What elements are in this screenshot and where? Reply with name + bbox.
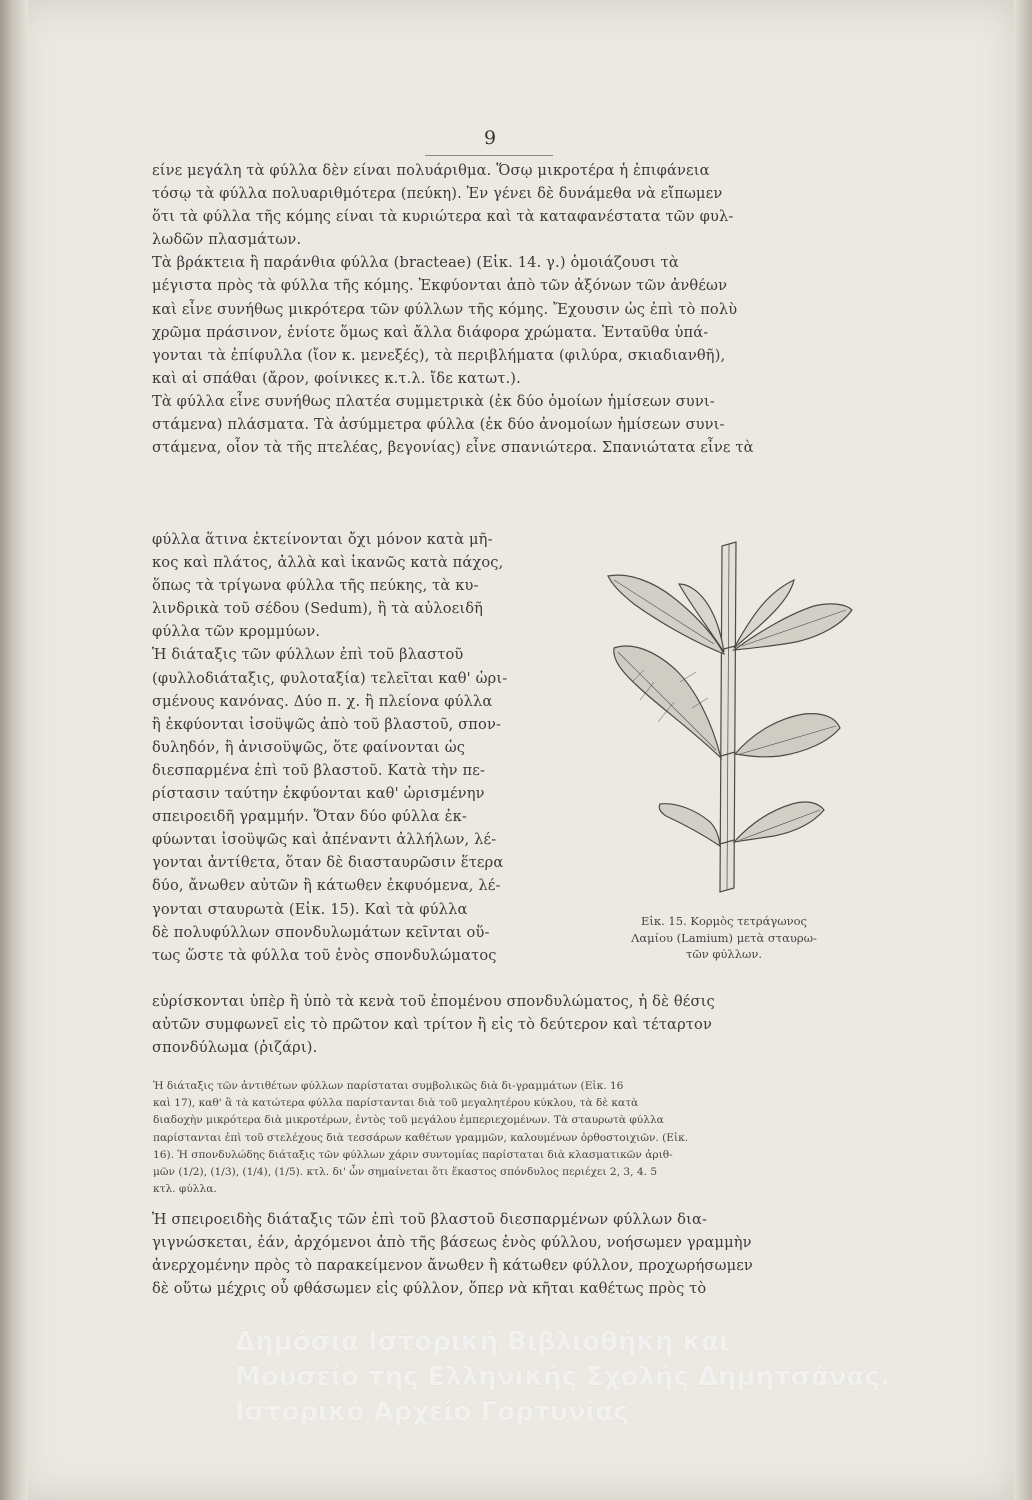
text-line: σμένους κανόνας. Δύο π. χ. ἢ πλείονα φύλλα [152,692,493,710]
footnote-line: μῶν (1/2), (1/3), (1/4), (1/5). κτλ. δι' ὧν σημαίνεται ὅτι ἕκαστος σπόνδυλος περιέχει 2, 3, 4. 5 [153,1166,658,1179]
caption-line: Εἰκ. 15. Κορμὸς τετράγωνος [641,914,807,928]
caption-line: τῶν φύλλων. [685,947,763,961]
body-text-wrapped [152,528,574,967]
text-line: λινδρικὰ τοῦ σέδου (Sedum), ἢ τὰ αὐλοειδῆ [152,600,484,618]
body-text-final [152,1208,865,1300]
footnote [153,1078,865,1198]
text-line: γονται τὰ ἐπίφυλλα (ἴον κ. μενεξές), τὰ περιβλήματα (φιλύρα, σκιαδιανθῆ), [152,346,726,364]
text-line: εὑρίσκονται ὑπὲρ ἢ ὑπὸ τὰ κενὰ τοῦ ἐπομένου σπονδυλώματος, ἡ δὲ θέσις [152,993,715,1010]
text-line: είνε μεγάλη τὰ φύλλα δὲν είναι πολυάριθμα. Ὅσῳ μικροτέρα ἡ ἐπιφάνεια [152,162,710,179]
footnote-line: Ἡ διάταξις τῶν ἀντιθέτων φύλλων παρίσταται συμβολικῶς διὰ δι-γραμμάτων (Εἰκ. 16 [153,1080,624,1092]
text-line: σπονδύλωμα (ῥιζάρι). [152,1039,318,1057]
watermark-line: Μουσείο της Ελληνικής Σχολής Δημητσάνας. [235,1362,890,1392]
text-line: φύλλα τῶν κρομμύων. [152,623,321,641]
text-line: κος καὶ πλάτος, ἀλλὰ καὶ ἱκανῶς κατὰ πάχος, [152,554,504,572]
footnote-line: καὶ 17), καθ' ἃ τὰ κατώτερα φύλλα παρίστανται διὰ τοῦ μεγαλητέρου κύκλου, τὰ δὲ κατὰ [153,1097,639,1110]
text-line: φύωνται ἰσοϋψῶς καὶ ἀπέναντι ἀλλήλων, λέ- [152,831,497,849]
text-line: δύο, ἄνωθεν αὐτῶν ἢ κάτωθεν ἐκφυόμενα, λέ- [152,877,501,895]
footnote-line: παρίστανται ἐπὶ τοῦ στελέχους διὰ τεσσάρων καθέτων γραμμῶν, καλουμένων ὀρθοστοιχιῶν. (Εἰκ. [153,1131,689,1144]
text-line: γιγνώσκεται, ἐάν, ἀρχόμενοι ἀπὸ τῆς βάσεως ἑνὸς φύλλου, νοήσωμεν γραμμὴν [152,1234,752,1252]
text-line: διεσπαρμένα ἐπὶ τοῦ βλαστοῦ. Κατὰ τὴν πε- [152,761,486,779]
footnote-line: κτλ. φύλλα. [153,1183,217,1196]
text-line: γονται ἀντίθετα, ὅταν δὲ διασταυρῶσιν ἕτερα [152,854,504,872]
text-line: φύλλα ἅτινα ἐκτείνονται ὄχι μόνον κατὰ μῆ- [152,531,493,548]
body-text-bottom [152,990,865,1059]
page-edge-right [1014,0,1032,1500]
text-line: χρῶμα πράσινον, ἐνίοτε ὅμως καὶ ἄλλα διάφορα χρώματα. Ἐνταῦθα ὑπά- [152,323,709,341]
text-line: μέγιστα πρὸς τὰ φύλλα τῆς κόμης. Ἐκφύονται ἀπὸ τῶν ἀξόνων τῶν ἀνθέων [152,277,728,295]
text-line: δυληδόν, ἢ ἀνισοϋψῶς, ὅτε φαίνονται ὡς [152,738,466,756]
page-edge-left [0,0,28,1500]
body-text-top [152,159,865,459]
footnote-line: διαδοχὴν μικρότερα διὰ μικροτέρων, ἐντὸς τοῦ μεγάλου ἐμπεριεχομένων. Τὰ σταυρωτὰ φύλλα [153,1114,664,1127]
text-line: τόσῳ τὰ φύλλα πολυαριθμότερα (πεύκη). Ἐν γένει δὲ δυνάμεθα νὰ εἴπωμεν [152,185,723,203]
text-line: τως ὥστε τὰ φύλλα τοῦ ἑνὸς σπονδυλώματος [152,946,497,964]
text-line: Τὰ φύλλα εἶνε συνήθως πλατέα συμμετρικὰ (ἐκ δύο ὁμοίων ἡμίσεων συνι- [152,392,715,410]
footnote-line: 16). Ἡ σπονδυλώδης διάταξις τῶν φύλλων χάριν συντομίας παρίσταται διὰ κλασματικῶν ἀριθ- [153,1148,673,1161]
text-line: Ἡ διάταξις τῶν φύλλων ἐπὶ τοῦ βλαστοῦ [152,646,464,664]
watermark-line: Ιστορικό Αρχείο Γορτυνίας [235,1397,629,1427]
text-line: στάμενα) πλάσματα. Τὰ ἀσύμμετρα φύλλα (ἐκ δύο ἀνομοίων ἡμίσεων συνι- [152,416,725,434]
text-line: Τὰ βράκτεια ἢ παράνθια φύλλα (bracteae) (Εἰκ. 14. γ.) ὁμοιάζουσι τὰ [152,254,679,272]
text-line: (φυλλοδιάταξις, φυλοταξία) τελεῖται καθ' ὡρι- [152,669,508,687]
caption-line: Λαμίου (Lamium) μετὰ σταυρω- [631,930,817,945]
text-line: ρίστασιν ταύτην ἐκφύονται καθ' ὡρισμένην [152,785,485,803]
text-line: δὲ οὕτω μέχρις οὗ φθάσωμεν εἰς φύλλον, ὅπερ νὰ κῆται καθέτως πρὸς τὸ [152,1280,707,1298]
figure-caption [580,913,868,963]
text-line: ὅπως τὰ τρίγωνα φύλλα τῆς πεύκης, τὰ κυ- [152,577,479,595]
lamium-stem-illustration [584,532,866,912]
text-line: λωδῶν πλασμάτων. [152,231,302,249]
text-line: γονται σταυρωτὰ (Εἰκ. 15). Καὶ τὰ φύλλα [152,900,468,918]
text-line: ἀνερχομένην πρὸς τὸ παρακείμενον ἄνωθεν ἢ κάτωθεν φύλλον, προχωρήσωμεν [152,1257,753,1275]
text-line: καὶ αἱ σπάθαι (ἄρον, φοίνικες κ.τ.λ. ἴδε κατωτ.). [152,369,521,387]
text-line: σπειροειδῆ γραμμήν. Ὅταν δύο φύλλα ἐκ- [152,808,467,826]
library-watermark [235,1325,995,1430]
text-line: αὐτῶν συμφωνεῖ εἰς τὸ πρῶτον καὶ τρίτον ἢ εἰς τὸ δεύτερον καὶ τέταρτον [152,1016,712,1034]
text-line: καὶ εἶνε συνήθως μικρότερα τῶν φύλλων τῆς κόμης. Ἔχουσιν ὡς ἐπὶ τὸ πολὺ [152,300,738,318]
page-number-rule [425,155,553,156]
watermark-line: Δημόσια Ιστορική Βιβλιοθήκη και [235,1327,729,1357]
text-line: ὅτι τὰ φύλλα τῆς κόμης είναι τὰ κυριώτερα καὶ τὰ καταφανέστατα τῶν φυλ- [152,208,734,226]
text-line: δὲ πολυφύλλων σπονδυλωμάτων κεῖνται οὕ- [152,923,490,941]
text-line: Ἡ σπειροειδὴς διάταξις τῶν ἐπὶ τοῦ βλαστοῦ διεσπαρμένων φύλλων δια- [152,1211,708,1228]
text-line: ἢ ἐκφύονται ἰσοϋψῶς ἀπὸ τοῦ βλαστοῦ, σπον- [152,715,502,733]
page-number: 9 [483,127,497,149]
text-line: στάμενα, οἷον τὰ τῆς πτελέας, βεγονίας) εἶνε σπανιώτερα. Σπανιώτατα εἶνε τὰ [152,439,754,457]
